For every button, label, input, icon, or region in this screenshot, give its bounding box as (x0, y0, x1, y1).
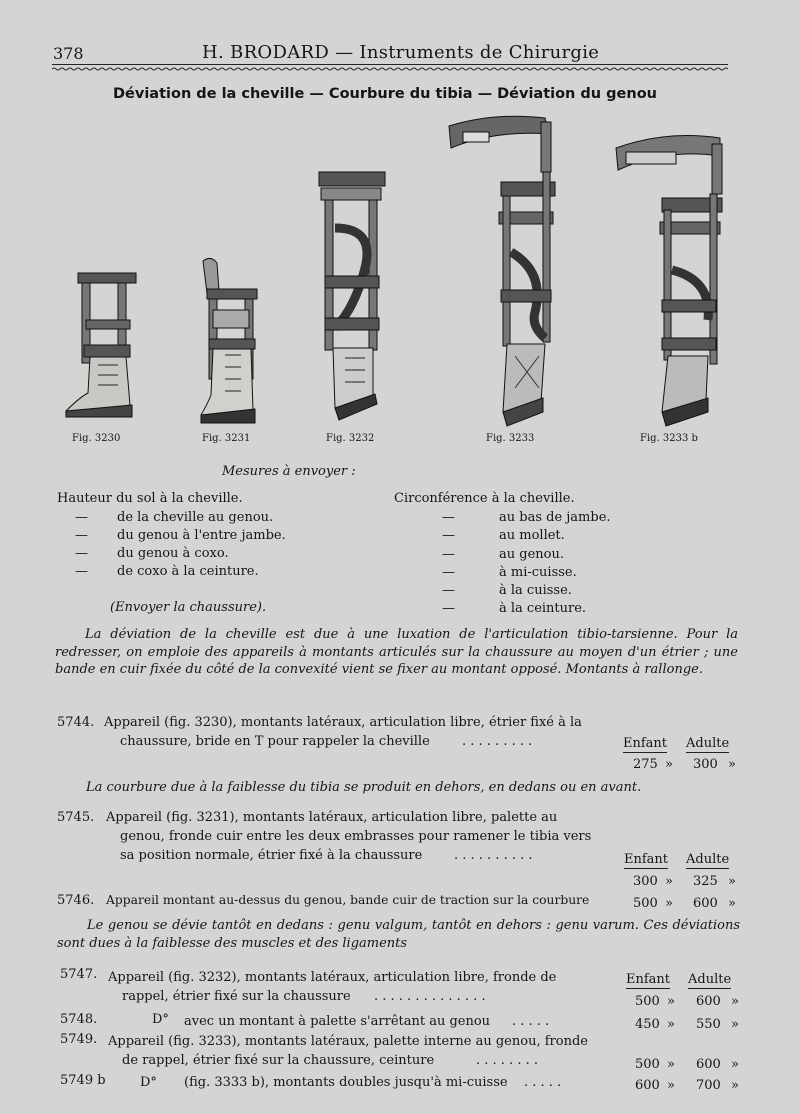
price-adulte: 600 (696, 1057, 721, 1072)
measure-right-2: au genou. (499, 547, 564, 562)
item-description: Appareil (fig. 3233), montants latéraux, palette interne au genou, fronde (108, 1034, 588, 1049)
fig-caption-3233: Fig. 3233 (486, 433, 535, 444)
currency-mark: » (731, 1057, 739, 1072)
measure-right-first: Circonférence à la cheville. (394, 491, 575, 506)
price-adulte: 325 (693, 874, 718, 889)
measure-right-dash: — (442, 547, 455, 562)
price-enfant: 500 (635, 1057, 660, 1072)
currency-mark: » (731, 1078, 739, 1093)
measure-left-dash: — (75, 564, 88, 579)
currency-mark: » (665, 757, 673, 772)
fig-caption-3232: Fig. 3232 (326, 433, 375, 444)
section-title: Déviation de la cheville — Courbure du tibia — Déviation du genou (113, 86, 657, 102)
currency-mark: » (728, 757, 736, 772)
item-number: 5744. (57, 715, 95, 730)
currency-mark: » (731, 1017, 739, 1032)
currency-mark: » (667, 1017, 675, 1032)
measure-left-0: Hauteur du sol à la cheville. (57, 491, 243, 506)
item-leader-dots: . . . . . (512, 1014, 550, 1029)
header-rule (52, 64, 728, 65)
measure-right-dash: — (442, 510, 455, 525)
column-header-adulte: Adulte (688, 972, 732, 987)
price-enfant: 300 (633, 874, 658, 889)
figure-3233-full-leg-brace (445, 112, 560, 430)
figure-3231-palette-brace (195, 255, 265, 430)
price-enfant: 500 (633, 896, 658, 911)
column-header-adulte: Adulte (686, 736, 730, 751)
measure-left-dash: — (75, 546, 88, 561)
currency-mark: » (667, 994, 675, 1009)
item-leader-dots: . . . . . . . . . . (454, 848, 533, 863)
item-description: rappel, étrier fixé sur la chaussure (122, 989, 351, 1004)
paragraph-tibia: La courbure due à la faiblesse du tibia se produit en dehors, en dedans ou en avant. (86, 780, 642, 795)
figure-3233b-double-brace (612, 130, 727, 430)
measure-left-4: de coxo à la ceinture. (117, 564, 259, 579)
item-description: de rappel, étrier fixé sur la chaussure, ceinture (122, 1053, 435, 1068)
item-number: 5748. (60, 1012, 98, 1027)
ditto-mark: D° (152, 1012, 169, 1027)
item-description: Appareil (fig. 3231), montants latéraux, articulation libre, palette au (106, 810, 558, 825)
measure-left-dash: — (75, 510, 88, 525)
currency-mark: » (665, 896, 673, 911)
measure-right-1: au mollet. (499, 528, 565, 543)
currency-mark: » (728, 874, 736, 889)
item-description: avec un montant à palette s'arrêtant au genou (184, 1014, 491, 1029)
item-description: chaussure, bride en T pour rappeler la cheville (120, 734, 430, 749)
measure-left-2: du genou à l'entre jambe. (117, 528, 286, 543)
paragraph-cheville: La déviation de la cheville est due à une luxation de l'articulation tibio-tarsienne. Pour la redresser, on emploie des appareils à montants articulés sur la chaussure au moyen d'un étrier ; une bande en cuir fixée du côté de la convexité vient se fixer au montant opposé. Montants à rallonge. (55, 627, 738, 677)
item-description: (fig. 3333 b), montants doubles jusqu'à mi-cuisse (184, 1075, 508, 1090)
fig-caption-3231: Fig. 3231 (202, 433, 251, 444)
measure-left-note: (Envoyer la chaussure). (110, 600, 267, 615)
fig-caption-3233b: Fig. 3233 b (640, 433, 698, 444)
price-enfant: 275 (633, 757, 658, 772)
currency-mark: » (731, 994, 739, 1009)
measure-left-1: de la cheville au genou. (117, 510, 274, 525)
measure-right-3: à mi-cuisse. (499, 565, 577, 580)
column-header-enfant: Enfant (626, 972, 671, 987)
currency-mark: » (667, 1078, 675, 1093)
measure-right-5: à la ceinture. (499, 601, 587, 616)
paragraph-genou: Le genou se dévie tantôt en dedans : genu valgum, tantôt en dehors : genu varum. Ces déviations sont dues à la faiblesse des muscles et des ligaments (57, 918, 740, 951)
ditto-mark: D° (140, 1075, 157, 1090)
item-description: sa position normale, étrier fixé à la chaussure (120, 848, 423, 863)
item-number: 5747. (60, 967, 98, 982)
price-enfant: 500 (635, 994, 660, 1009)
item-description: Appareil (fig. 3230), montants latéraux, articulation libre, étrier fixé à la (104, 715, 582, 730)
currency-mark: » (665, 874, 673, 889)
price-adulte: 700 (696, 1078, 721, 1093)
header-wave-rule (52, 67, 728, 71)
currency-mark: » (728, 896, 736, 911)
item-number: 5749 b (60, 1073, 106, 1088)
item-number: 5749. (60, 1032, 98, 1047)
column-header-adulte: Adulte (686, 852, 730, 867)
running-title: H. BRODARD — Instruments de Chirurgie (202, 42, 600, 63)
column-header-enfant: Enfant (623, 736, 668, 751)
measure-right-dash: — (442, 565, 455, 580)
figure-3230-ankle-brace (60, 265, 140, 425)
measure-right-4: à la cuisse. (499, 583, 572, 598)
item-leader-dots: . . . . . . . . . . . . . . (374, 989, 486, 1004)
price-adulte: 600 (696, 994, 721, 1009)
column-header-enfant: Enfant (624, 852, 669, 867)
fig-caption-3230: Fig. 3230 (72, 433, 121, 444)
item-description: genou, fronde cuir entre les deux embrasses pour ramener le tibia vers (120, 829, 592, 844)
price-adulte: 300 (693, 757, 718, 772)
measure-right-0: au bas de jambe. (499, 510, 611, 525)
measures-heading: Mesures à envoyer : (222, 464, 356, 479)
price-enfant: 450 (635, 1017, 660, 1032)
item-number: 5745. (57, 810, 95, 825)
item-description: Appareil montant au-dessus du genou, bande cuir de traction sur la courbure (106, 893, 590, 907)
item-leader-dots: . . . . . . . . . (462, 734, 533, 749)
measure-right-dash: — (442, 601, 455, 616)
item-description: Appareil (fig. 3232), montants latéraux, articulation libre, fronde de (108, 970, 557, 985)
price-adulte: 600 (693, 896, 718, 911)
item-number: 5746. (57, 893, 95, 908)
price-adulte: 550 (696, 1017, 721, 1032)
currency-mark: » (667, 1057, 675, 1072)
price-enfant: 600 (635, 1078, 660, 1093)
measure-right-dash: — (442, 528, 455, 543)
figure-3232-knee-brace (315, 168, 390, 426)
measure-right-dash: — (442, 583, 455, 598)
page-number: 378 (53, 44, 84, 63)
item-leader-dots: . . . . . . . . (476, 1053, 538, 1068)
measure-left-dash: — (75, 528, 88, 543)
item-leader-dots: . . . . . (524, 1075, 562, 1090)
measure-left-3: du genou à coxo. (117, 546, 229, 561)
